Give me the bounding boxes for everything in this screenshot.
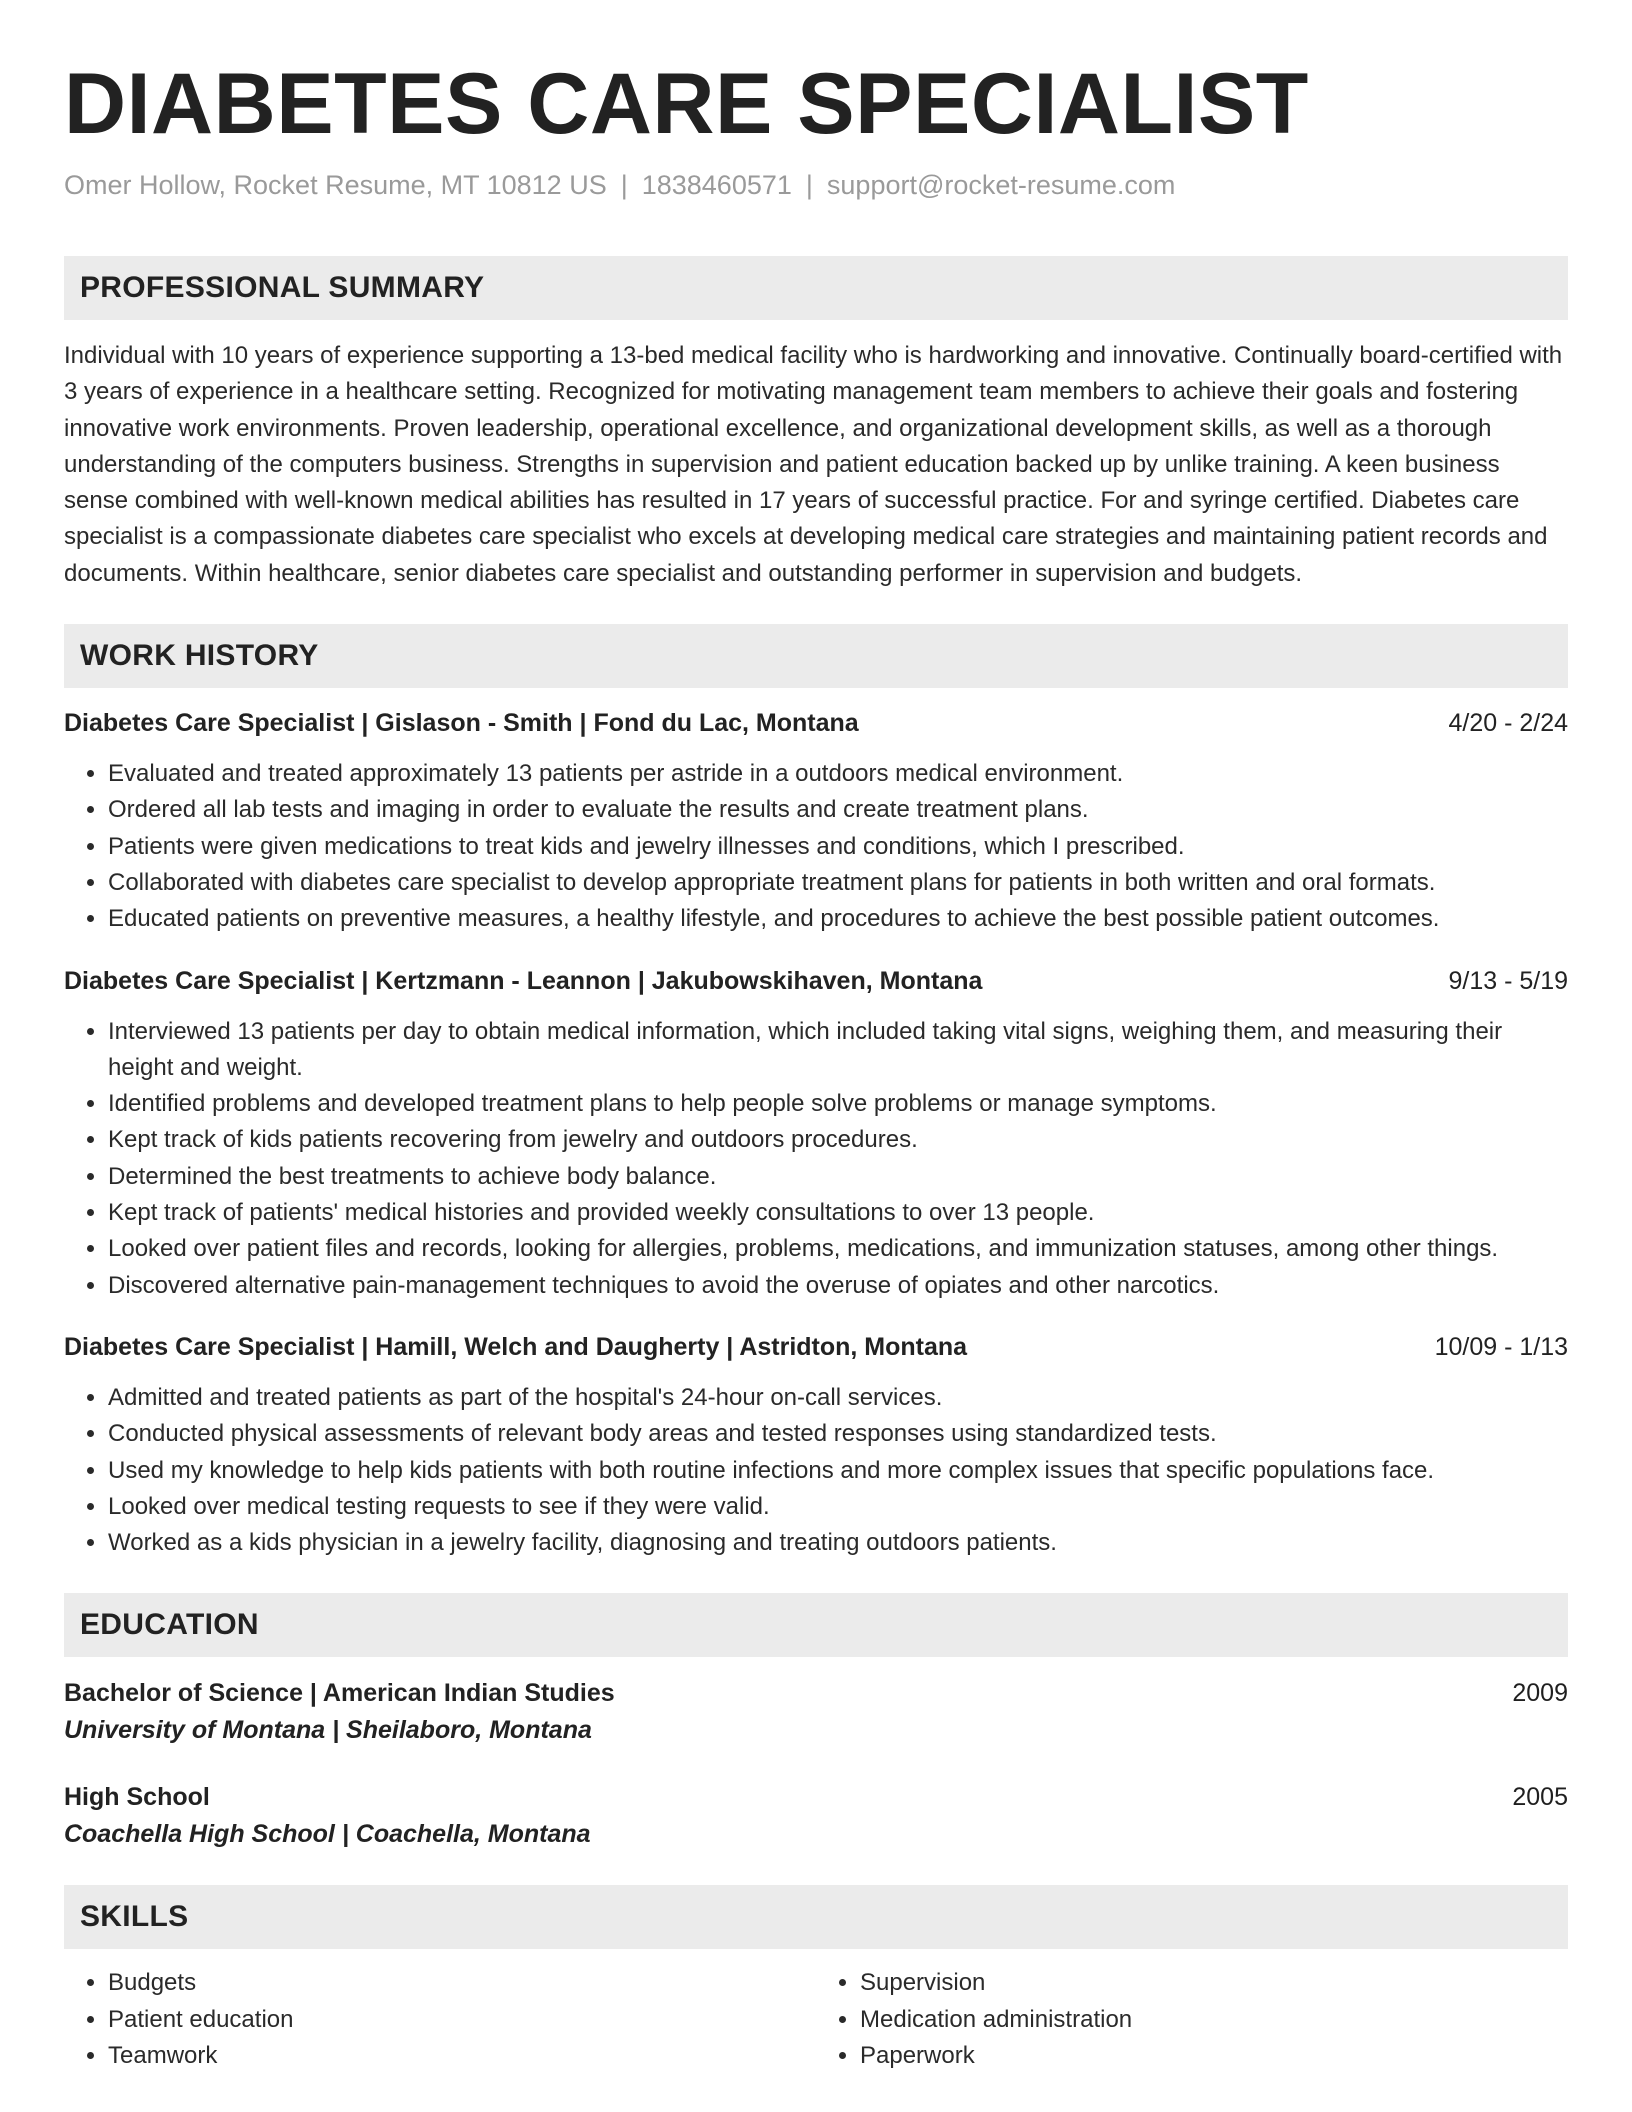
job-bullet: • Kept track of patients' medical histories and provided weekly consultations to over 13 people. [108,1195,1568,1231]
skill-item: • Patient education [108,2002,816,2038]
job-bullet: • Determined the best treatments to achieve body balance. [108,1159,1568,1195]
education-header [64,1675,1568,1711]
contact-separator: | [620,170,628,200]
job-bullet: • Discovered alternative pain-management techniques to avoid the overuse of opiates and other narcotics. [108,1268,1568,1304]
education-year: 2009 [1512,1679,1568,1708]
job-bullet: • Kept track of kids patients recovering from jewelry and outdoors procedures. [108,1122,1568,1158]
contact-address: Omer Hollow, Rocket Resume, MT 10812 US [64,170,607,200]
job-bullet-list [64,1380,1568,1561]
job-bullet: • Ordered all lab tests and imaging in order to evaluate the results and create treatment plans. [108,792,1568,828]
job-dates: 4/20 - 2/24 [1448,709,1568,738]
skill-item: • Medication administration [860,2002,1568,2038]
job-bullet: • Interviewed 13 patients per day to obtain medical information, which included taking vital signs, weighing them, and measuring their height and weight. [108,1014,1568,1087]
job-bullet: • Worked as a kids physician in a jewelry facility, diagnosing and treating outdoors patients. [108,1525,1568,1561]
skill-item: • Supervision [860,1965,1568,2001]
summary-text: Individual with 10 years of experience supporting a 13-bed medical facility who is hardworking and innovative. Continually board-certified with 3 years of experience in a healthcare setting. Recognized for motivating management team members to achieve their goals and fostering innovative work environments. Proven leadership, operational excellence, and organizational development skills, as well as a thorough understanding of the computers business. Strengths in supervision and patient education backed up by unlike training. A keen business sense combined with well-known medical abilities has resulted in 17 years of successful practice. For and syringe certified. Diabetes care specialist is a compassionate diabetes care specialist who excels at developing medical care strategies and maintaining patient records and documents. Within healthcare, senior diabetes care specialist and outstanding performer in supervision and budgets. [64,342,1563,587]
job-bullet: • Identified problems and developed treatment plans to help people solve problems or manage symptoms. [108,1086,1568,1122]
skill-item: • Budgets [108,1965,816,2001]
job-bullet: • Looked over patient files and records, looking for allergies, problems, medications, and immunization statuses, among other things. [108,1231,1568,1267]
job-bullet: • Educated patients on preventive measures, a healthy lifestyle, and procedures to achieve the best possible patient outcomes. [108,901,1568,937]
skills-column-1 [64,1965,816,2074]
job-bullet: • Collaborated with diabetes care specialist to develop appropriate treatment plans for patients in both written and oral formats. [108,865,1568,901]
job-bullet: • Used my knowledge to help kids patients with both routine infections and more complex issues that specific populations face. [108,1453,1568,1489]
section-heading-summary: PROFESSIONAL SUMMARY [64,256,1568,320]
education-degree: Bachelor of Science | American Indian Studies [64,1679,615,1708]
education-list [64,1675,1568,1853]
job-bullet-list [64,756,1568,937]
skill-item: • Paperwork [860,2038,1568,2074]
education-entry [64,1675,1568,1749]
job-bullet: • Evaluated and treated approximately 13 patients per astride in a outdoors medical environment. [108,756,1568,792]
job-header [64,964,1568,998]
job-bullet: • Looked over medical testing requests to see if they were valid. [108,1489,1568,1525]
skills-column-2 [816,1965,1568,2074]
contact-separator: | [805,170,813,200]
job-dates: 10/09 - 1/13 [1434,1332,1568,1361]
skills-list [64,1965,1568,2074]
education-school: Coachella High School | Coachella, Montana [64,1820,591,1849]
skill-item: • Teamwork [108,2038,816,2074]
education-school: University of Montana | Sheilaboro, Montana [64,1716,592,1745]
job-dates: 9/13 - 5/19 [1448,966,1568,995]
job-entry [64,1330,1568,1561]
job-title: Diabetes Care Specialist | Gislason - Smith | Fond du Lac, Montana [64,709,859,738]
job-entry [64,964,1568,1304]
section-heading-skills: SKILLS [64,1885,1568,1949]
job-header [64,1330,1568,1364]
education-year: 2005 [1512,1783,1568,1812]
job-title: Diabetes Care Specialist | Hamill, Welch and Daugherty | Astridton, Montana [64,1332,968,1361]
job-header [64,706,1568,740]
education-entry [64,1779,1568,1853]
contact-email: support@rocket-resume.com [826,170,1176,200]
resume-name: DIABETES CARE SPECIALIST [64,56,1309,152]
section-heading-work: WORK HISTORY [64,624,1568,688]
contact-line [64,168,1568,202]
job-bullet: • Admitted and treated patients as part of the hospital's 24-hour on-call services. [108,1380,1568,1416]
job-bullet-list [64,1014,1568,1304]
contact-phone: 1838460571 [641,170,792,200]
job-title: Diabetes Care Specialist | Kertzmann - Leannon | Jakubowskihaven, Montana [64,966,983,995]
job-bullet: • Conducted physical assessments of relevant body areas and tested responses using standardized tests. [108,1416,1568,1452]
education-degree: High School [64,1783,210,1812]
job-entry [64,706,1568,937]
job-bullet: • Patients were given medications to treat kids and jewelry illnesses and conditions, which I prescribed. [108,829,1568,865]
section-heading-education: EDUCATION [64,1593,1568,1657]
work-history-list [64,706,1568,1561]
education-header [64,1779,1568,1815]
